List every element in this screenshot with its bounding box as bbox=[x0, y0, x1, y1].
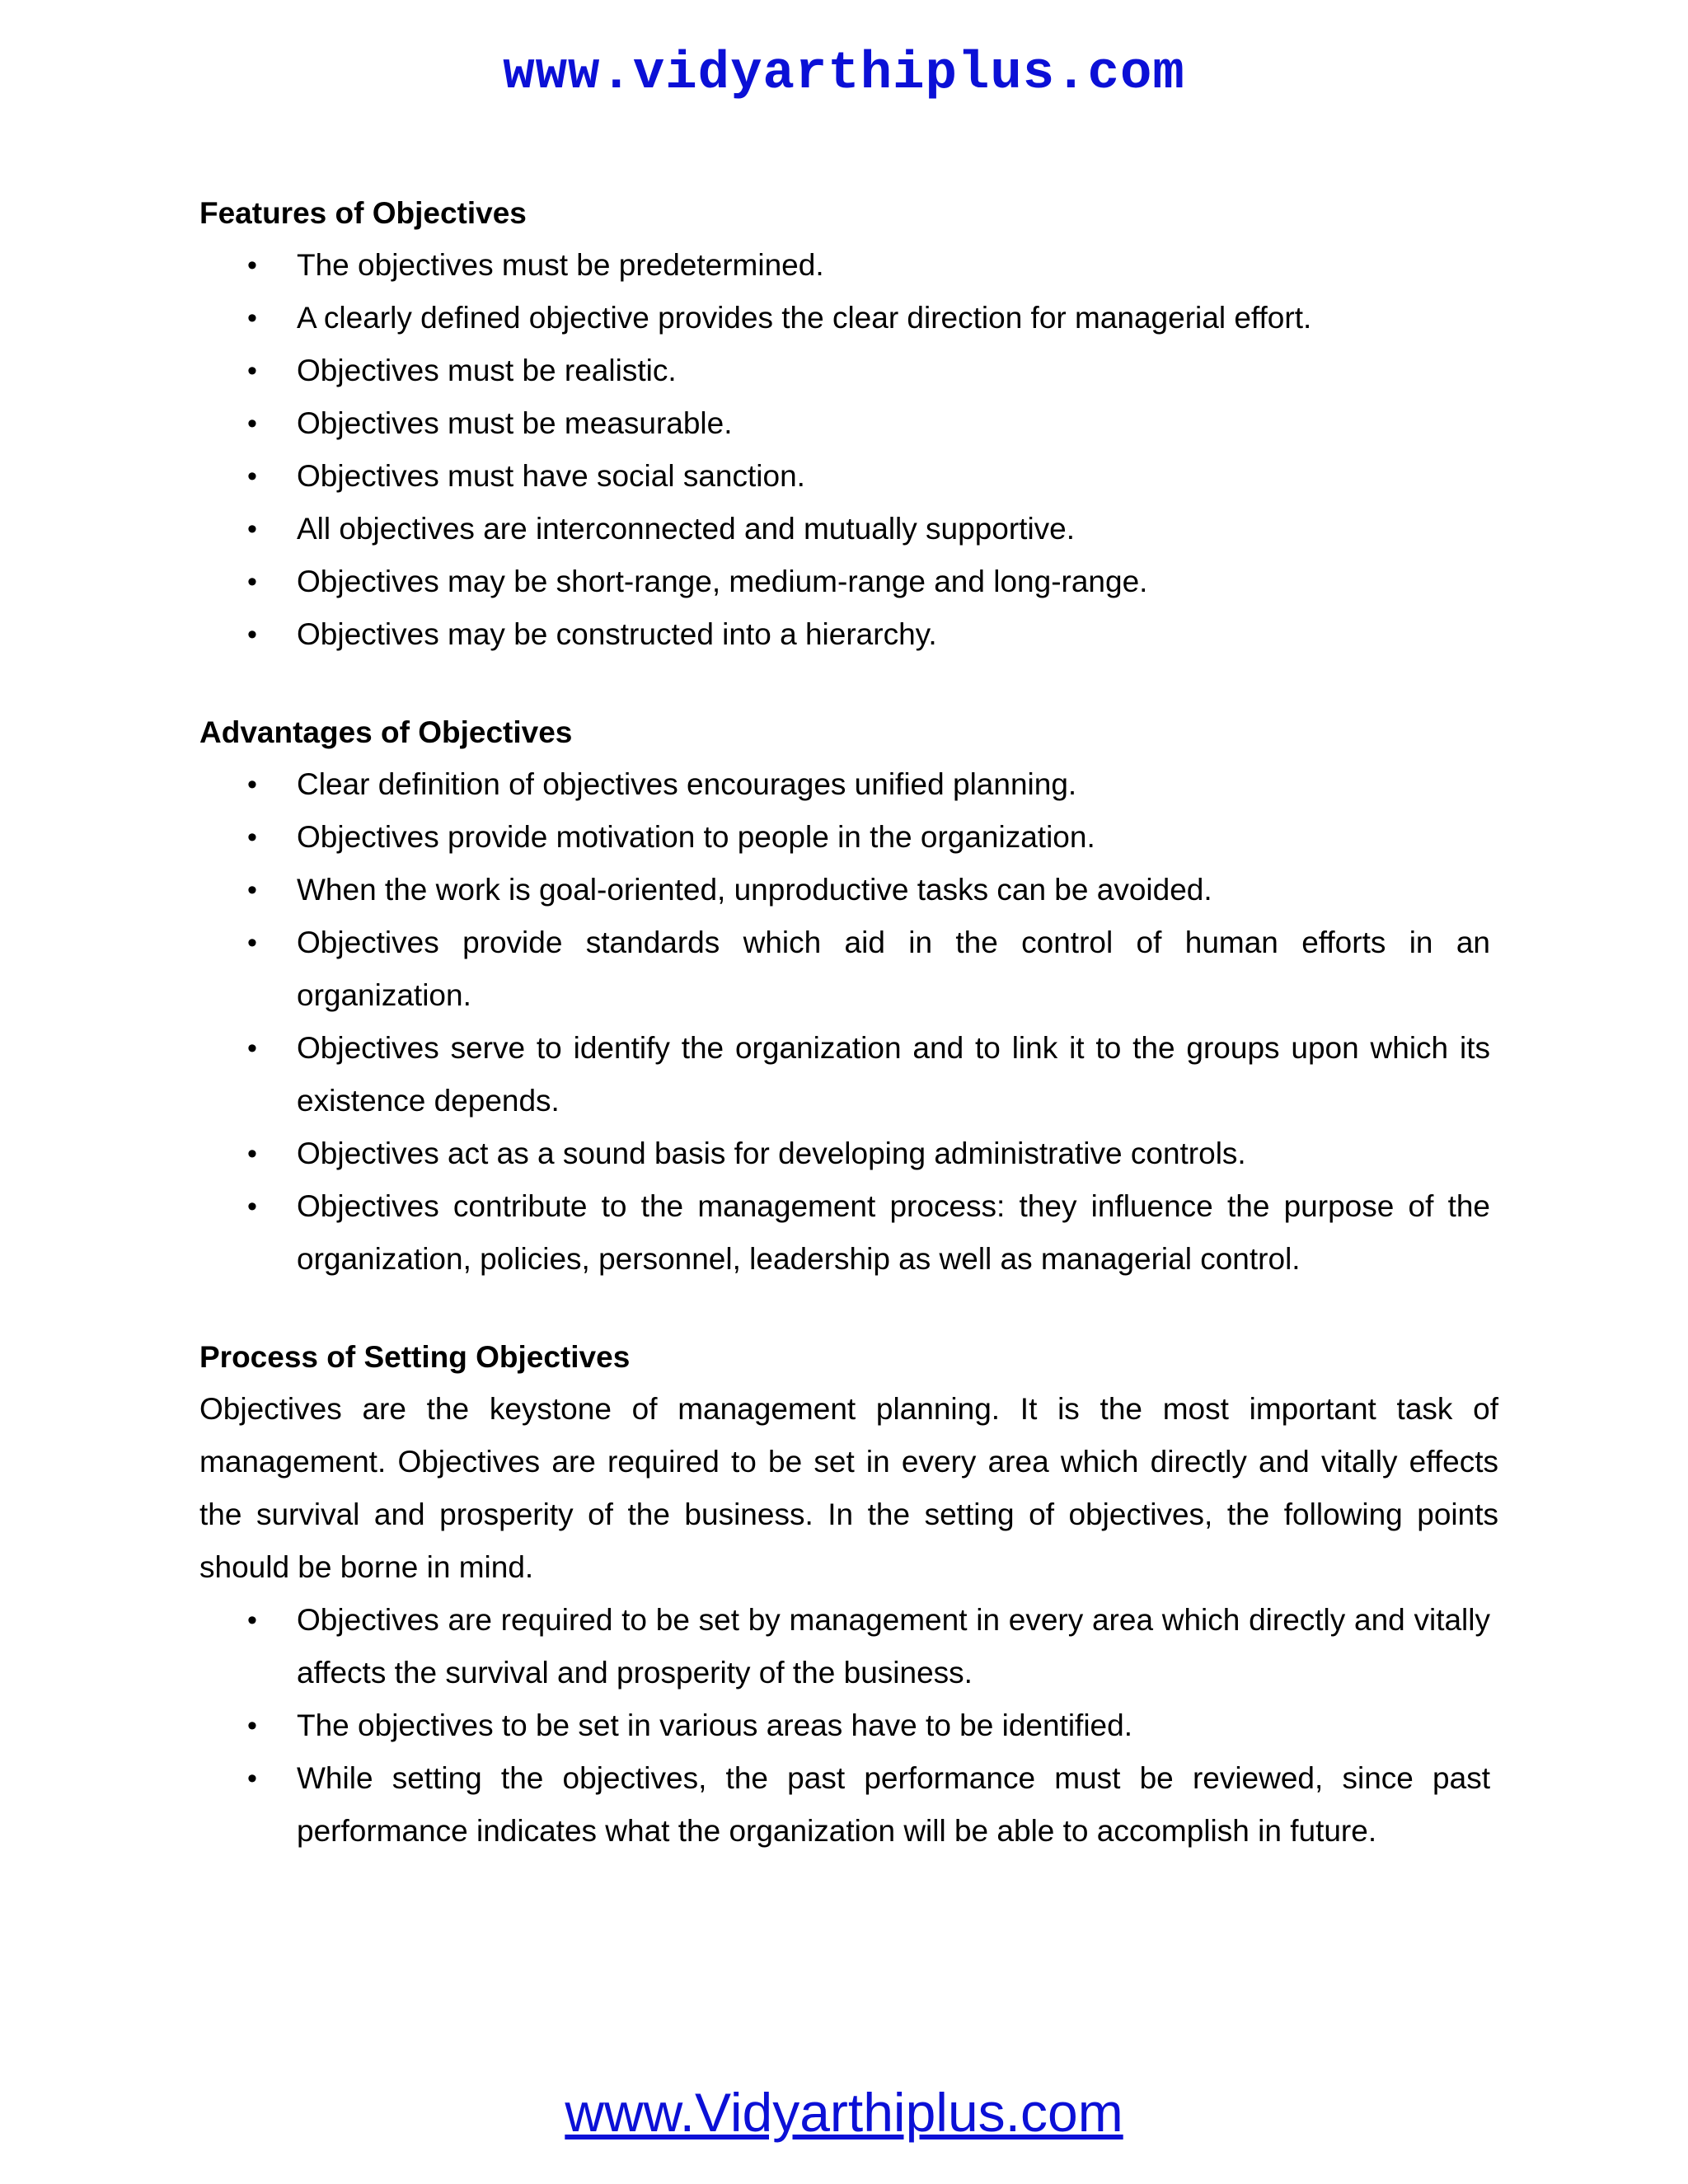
list-item bbox=[199, 916, 1498, 1022]
list-item-text: Objectives must be measurable. bbox=[297, 406, 733, 440]
advantages-section bbox=[199, 712, 1498, 1286]
section-spacer bbox=[199, 661, 1498, 712]
list-item bbox=[199, 397, 1498, 450]
list-item-text: Objectives contribute to the management process: they influence the purpose of the organization, policies, personnel, leadership as well as managerial control. bbox=[297, 1189, 1490, 1276]
list-item bbox=[199, 1127, 1498, 1180]
list-item bbox=[199, 811, 1498, 864]
section-spacer bbox=[199, 1286, 1498, 1337]
bullet-icon: • bbox=[247, 302, 257, 334]
list-item bbox=[199, 1594, 1498, 1699]
bullet-icon: • bbox=[247, 619, 257, 650]
advantages-list bbox=[199, 758, 1498, 1286]
bullet-icon: • bbox=[247, 1763, 257, 1794]
bullet-icon: • bbox=[247, 566, 257, 598]
list-item-text: Objectives must be realistic. bbox=[297, 354, 677, 387]
bullet-icon: • bbox=[247, 250, 257, 281]
list-item bbox=[199, 292, 1498, 344]
list-item-text: A clearly defined objective provides the clear direction for managerial effort. bbox=[297, 301, 1312, 335]
list-item bbox=[199, 344, 1498, 397]
bullet-icon: • bbox=[247, 461, 257, 492]
list-item bbox=[199, 555, 1498, 608]
list-item bbox=[199, 1180, 1498, 1286]
list-item-text: Objectives may be short-range, medium-range and long-range. bbox=[297, 565, 1148, 598]
list-item-text: All objectives are interconnected and mutually supportive. bbox=[297, 512, 1076, 546]
process-list bbox=[199, 1594, 1498, 1858]
bullet-icon: • bbox=[247, 927, 257, 958]
bullet-icon: • bbox=[247, 1710, 257, 1741]
features-list bbox=[199, 239, 1498, 661]
process-paragraph: Objectives are the keystone of management planning. It is the most important task of management. Objectives are required to be set in every area which directly and vitally effects the survival and prosperity of the business. In the setting of objectives, the following points should be borne in mind. bbox=[199, 1392, 1498, 1584]
list-item bbox=[199, 608, 1498, 661]
bullet-icon: • bbox=[247, 769, 257, 800]
bullet-icon: • bbox=[247, 1138, 257, 1169]
bullet-icon: • bbox=[247, 408, 257, 439]
advantages-heading: Advantages of Objectives bbox=[199, 715, 573, 749]
bullet-icon: • bbox=[247, 1191, 257, 1222]
header-site-url[interactable]: www.vidyarthiplus.com bbox=[503, 45, 1185, 104]
bullet-icon: • bbox=[247, 822, 257, 853]
list-item bbox=[199, 1022, 1498, 1127]
list-item-text: While setting the objectives, the past performance must be reviewed, since past performance indicates what the organization will be able to accomplish in future. bbox=[297, 1761, 1490, 1848]
list-item bbox=[199, 864, 1498, 916]
list-item bbox=[199, 450, 1498, 503]
list-item-text: Objectives serve to identify the organization and to link it to the groups upon which its existence depends. bbox=[297, 1031, 1490, 1118]
bullet-icon: • bbox=[247, 1605, 257, 1636]
list-item bbox=[199, 758, 1498, 811]
bullet-icon: • bbox=[247, 355, 257, 387]
list-item-text: When the work is goal-oriented, unproductive tasks can be avoided. bbox=[297, 873, 1212, 907]
list-item-text: Objectives may be constructed into a hierarchy. bbox=[297, 617, 937, 651]
list-item-text: Objectives act as a sound basis for developing administrative controls. bbox=[297, 1137, 1246, 1170]
list-item-text: Objectives must have social sanction. bbox=[297, 459, 805, 493]
list-item-text: Objectives are required to be set by management in every area which directly and vitally affects the survival and prosperity of the business. bbox=[297, 1603, 1490, 1690]
list-item-text: The objectives to be set in various areas have to be identified. bbox=[297, 1708, 1132, 1742]
features-heading: Features of Objectives bbox=[199, 196, 527, 230]
list-item bbox=[199, 1752, 1498, 1858]
process-section bbox=[199, 1337, 1498, 1858]
list-item bbox=[199, 503, 1498, 555]
bullet-icon: • bbox=[247, 874, 257, 906]
list-item-text: The objectives must be predetermined. bbox=[297, 248, 824, 282]
list-item bbox=[199, 239, 1498, 292]
footer-site-link[interactable]: www.Vidyarthiplus.com bbox=[565, 2082, 1123, 2143]
list-item-text: Objectives provide standards which aid in the control of human efforts in an organization. bbox=[297, 926, 1490, 1012]
features-section bbox=[199, 193, 1498, 661]
list-item-text: Objectives provide motivation to people in the organization. bbox=[297, 820, 1095, 854]
process-heading: Process of Setting Objectives bbox=[199, 1340, 631, 1374]
list-item-text: Clear definition of objectives encourages unified planning. bbox=[297, 767, 1077, 801]
list-item bbox=[199, 1699, 1498, 1752]
bullet-icon: • bbox=[247, 1033, 257, 1064]
document-body bbox=[199, 193, 1498, 1858]
bullet-icon: • bbox=[247, 513, 257, 545]
